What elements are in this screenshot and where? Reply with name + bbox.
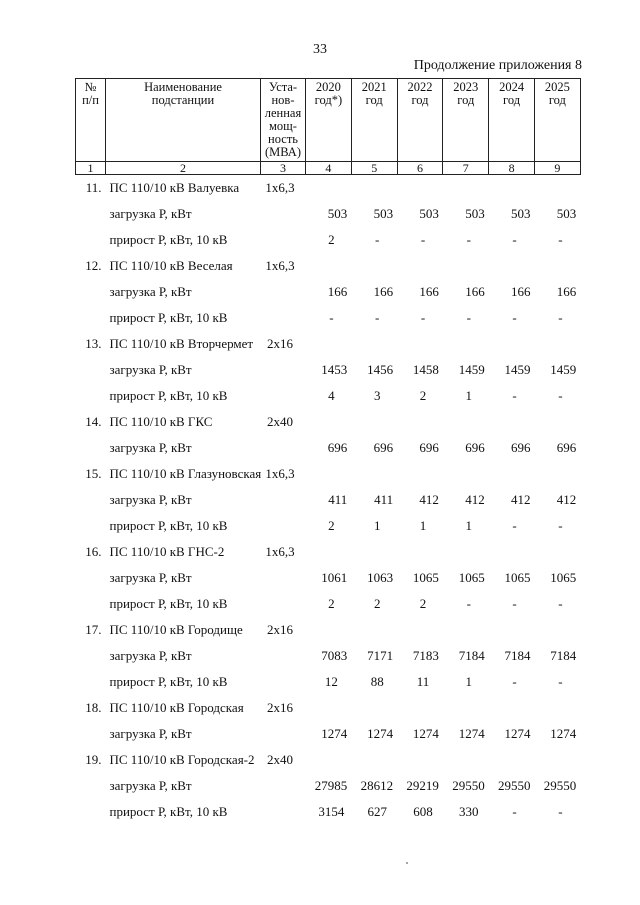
empty-cell [534,461,580,487]
installed-capacity: 2х40 [267,752,293,767]
increase-value-5: - [558,232,563,247]
empty-cell [489,409,535,435]
empty-cell [76,435,106,461]
empty-cell [534,331,580,357]
increase-value-5: - [558,310,563,325]
load-value-5: 503 [556,206,577,221]
load-value-5: 166 [556,284,577,299]
increase-row [76,513,581,539]
empty-cell [397,617,443,643]
empty-cell [397,539,443,565]
empty-cell [397,747,443,773]
substation-name: ПС 110/10 кВ Городская [109,700,244,715]
load-label: загрузка Р, кВт [109,206,192,221]
column-number-5: 5 [351,162,397,175]
load-value-1: 503 [373,206,394,221]
empty-cell [76,357,106,383]
empty-cell [534,539,580,565]
load-value-4: 503 [510,206,531,221]
increase-value-3: 1 [465,518,473,533]
substation-row [76,331,581,357]
empty-cell [443,617,489,643]
row-number: 14. [85,414,102,429]
column-number-6: 6 [397,162,443,175]
row-number: 16. [85,544,102,559]
scan-dot [406,862,408,864]
load-value-5: 696 [556,440,577,455]
load-value-5: 1274 [550,726,577,741]
increase-value-2: 2 [419,596,427,611]
load-value-0: 1274 [321,726,348,741]
empty-cell [489,695,535,721]
installed-capacity: 2х16 [267,700,293,715]
empty-cell [76,643,106,669]
increase-value-0: 12 [324,674,338,689]
increase-label: прирост Р, кВт, 10 кВ [109,804,228,819]
increase-label: прирост Р, кВт, 10 кВ [109,388,228,403]
increase-value-1: - [375,232,380,247]
empty-cell [351,253,397,279]
load-value-4: 166 [510,284,531,299]
increase-value-2: - [420,310,426,325]
substation-row [76,747,581,773]
increase-value-5: - [558,804,563,819]
empty-cell [489,747,535,773]
load-value-2: 412 [419,492,439,507]
increase-value-4: - [512,310,517,325]
substation-name: ПС 110/10 кВ Глазуновская [109,466,262,481]
empty-cell [76,799,106,825]
increase-value-0: - [329,310,334,325]
increase-label: прирост Р, кВт, 10 кВ [109,232,228,247]
increase-value-0: 4 [328,388,335,403]
substation-row [76,175,581,202]
load-value-5: 7184 [550,648,577,663]
empty-cell [306,175,352,202]
increase-value-3: - [466,310,471,325]
increase-value-4: - [512,388,517,403]
empty-cell [351,539,397,565]
load-value-0: 503 [327,206,348,221]
load-value-0: 166 [327,284,348,299]
empty-cell [261,643,306,669]
load-value-3: 7184 [458,648,485,663]
installed-capacity: 2х16 [267,336,293,351]
increase-row [76,383,581,409]
increase-value-4: - [512,232,517,247]
empty-cell [534,695,580,721]
row-number: 11. [85,180,102,195]
load-value-0: 411 [328,492,348,507]
column-number-8: 8 [489,162,535,175]
load-label: загрузка Р, кВт [109,570,192,585]
empty-cell [351,747,397,773]
load-label: загрузка Р, кВт [109,284,192,299]
increase-label: прирост Р, кВт, 10 кВ [109,310,228,325]
empty-cell [76,383,106,409]
continuation-label: Продолжение приложения 8 [413,58,582,73]
installed-capacity: 1х6,3 [265,258,295,273]
increase-row [76,799,581,825]
empty-cell [261,279,306,305]
empty-cell [534,747,580,773]
load-value-1: 696 [373,440,394,455]
installed-capacity: 1х6,3 [265,466,295,481]
empty-cell [261,357,306,383]
substation-row [76,409,581,435]
load-value-2: 696 [419,440,439,455]
empty-cell [351,331,397,357]
increase-value-4: - [512,804,517,819]
load-value-2: 1274 [412,726,439,741]
empty-cell [443,253,489,279]
load-label: загрузка Р, кВт [109,492,192,507]
increase-value-1: 88 [370,674,384,689]
load-value-0: 7083 [321,648,348,663]
increase-row [76,305,581,331]
empty-cell [534,175,580,202]
empty-cell [489,175,535,202]
header-year-4: 2024 год [489,79,535,162]
empty-cell [76,279,106,305]
column-number-3: 3 [261,162,306,175]
empty-cell [351,409,397,435]
increase-value-2: 2 [419,388,427,403]
empty-cell [261,513,306,539]
empty-cell [306,461,352,487]
increase-row [76,669,581,695]
load-value-3: 1274 [458,726,485,741]
load-value-3: 29550 [452,778,485,793]
installed-capacity: 1х6,3 [265,180,295,195]
load-label: загрузка Р, кВт [109,362,192,377]
empty-cell [443,331,489,357]
column-number-7: 7 [443,162,489,175]
empty-cell [261,773,306,799]
substation-name: ПС 110/10 кВ Городище [109,622,243,637]
empty-cell [397,695,443,721]
empty-cell [261,383,306,409]
load-value-0: 1453 [321,362,348,377]
empty-cell [306,409,352,435]
increase-row [76,227,581,253]
load-label: загрузка Р, кВт [109,726,192,741]
load-value-1: 7171 [367,648,394,663]
increase-row [76,591,581,617]
increase-value-4: - [512,596,517,611]
load-value-0: 1061 [321,570,348,585]
load-value-5: 1065 [550,570,577,585]
increase-value-0: 2 [328,232,335,247]
installed-capacity: 2х16 [267,622,293,637]
row-number: 17. [85,622,102,637]
empty-cell [261,565,306,591]
empty-cell [261,435,306,461]
load-row [76,565,581,591]
increase-value-0: 3154 [318,804,345,819]
load-value-2: 7183 [412,648,439,663]
load-row [76,721,581,747]
substation-row [76,253,581,279]
load-value-1: 411 [374,492,394,507]
load-value-4: 1459 [504,362,531,377]
substation-name: ПС 110/10 кВ Веселая [109,258,233,273]
increase-value-2: 11 [416,674,430,689]
header-col-name: Наименование подстанции [106,79,261,162]
load-value-5: 1459 [550,362,577,377]
increase-value-4: - [512,518,517,533]
increase-value-3: 1 [465,388,473,403]
empty-cell [76,227,106,253]
row-number: 15. [85,466,102,481]
empty-cell [306,695,352,721]
load-row [76,487,581,513]
increase-value-3: - [466,596,471,611]
empty-cell [76,721,106,747]
header-year-3: 2023 год [443,79,489,162]
load-value-1: 1274 [367,726,394,741]
empty-cell [261,227,306,253]
load-row [76,643,581,669]
load-value-4: 29550 [497,778,531,793]
load-value-1: 166 [373,284,394,299]
empty-cell [489,461,535,487]
empty-cell [76,305,106,331]
empty-cell [397,461,443,487]
empty-cell [261,721,306,747]
empty-cell [489,331,535,357]
column-number-4: 4 [306,162,352,175]
load-value-4: 1274 [504,726,531,741]
load-value-1: 28612 [360,778,394,793]
increase-value-4: - [512,674,517,689]
increase-value-0: 2 [328,596,335,611]
load-value-2: 503 [419,206,439,221]
empty-cell [534,617,580,643]
empty-cell [443,409,489,435]
installed-capacity: 2х40 [267,414,293,429]
load-row [76,357,581,383]
increase-value-3: 330 [459,804,479,819]
empty-cell [351,175,397,202]
substation-row [76,461,581,487]
row-number: 12. [85,258,102,273]
header-year-1: 2021 год [351,79,397,162]
load-row [76,773,581,799]
substation-name: ПС 110/10 кВ Вторчермет [109,336,254,351]
increase-value-5: - [558,518,563,533]
substation-name: ПС 110/10 кВ ГНС-2 [109,544,225,559]
load-value-5: 29550 [543,778,577,793]
empty-cell [489,617,535,643]
increase-value-2: 1 [419,518,427,533]
load-value-2: 166 [419,284,439,299]
load-value-2: 29219 [406,778,439,793]
header-year-2: 2022 год [397,79,443,162]
increase-value-1: 627 [367,804,387,819]
empty-cell [443,461,489,487]
empty-cell [306,747,352,773]
empty-cell [351,461,397,487]
load-label: загрузка Р, кВт [109,440,192,455]
empty-cell [76,669,106,695]
load-value-4: 1065 [504,570,531,585]
empty-cell [306,617,352,643]
load-row [76,279,581,305]
empty-cell [397,409,443,435]
load-value-3: 1459 [458,362,485,377]
row-number: 19. [85,752,102,767]
header-col-number: № п/п [76,79,106,162]
empty-cell [76,487,106,513]
load-row [76,201,581,227]
increase-label: прирост Р, кВт, 10 кВ [109,518,228,533]
empty-cell [261,591,306,617]
load-value-4: 412 [510,492,531,507]
empty-cell [261,487,306,513]
empty-cell [443,175,489,202]
substation-row [76,617,581,643]
load-value-4: 7184 [504,648,531,663]
load-value-3: 412 [465,492,485,507]
load-value-2: 1065 [412,570,439,585]
empty-cell [261,201,306,227]
empty-cell [534,409,580,435]
substation-load-table [75,78,581,825]
empty-cell [443,695,489,721]
empty-cell [397,175,443,202]
empty-cell [76,565,106,591]
row-number: 13. [85,336,102,351]
empty-cell [534,253,580,279]
empty-cell [397,253,443,279]
empty-cell [306,539,352,565]
load-value-3: 503 [465,206,485,221]
empty-cell [306,253,352,279]
substation-name: ПС 110/10 кВ Городская-2 [109,752,255,767]
increase-label: прирост Р, кВт, 10 кВ [109,674,228,689]
load-value-2: 1458 [412,362,439,377]
installed-capacity: 1х6,3 [265,544,295,559]
column-number-9: 9 [534,162,580,175]
increase-value-5: - [558,388,563,403]
increase-value-2: - [420,232,426,247]
increase-value-1: - [375,310,380,325]
load-label: загрузка Р, кВт [109,648,192,663]
increase-value-3: 1 [465,674,473,689]
load-value-3: 1065 [458,570,485,585]
empty-cell [306,331,352,357]
empty-cell [261,799,306,825]
table-body [76,175,581,826]
empty-cell [76,201,106,227]
header-year-0: 2020 год*) [306,79,352,162]
empty-cell [261,305,306,331]
empty-cell [261,669,306,695]
header-year-5: 2025 год [534,79,580,162]
page-number: 33 [313,42,327,57]
substation-name: ПС 110/10 кВ Валуевка [109,180,240,195]
empty-cell [76,513,106,539]
increase-value-1: 1 [373,518,381,533]
load-label: загрузка Р, кВт [109,778,192,793]
increase-value-5: - [558,674,563,689]
load-value-0: 696 [327,440,348,455]
empty-cell [76,773,106,799]
increase-value-2: 608 [413,804,433,819]
load-value-3: 166 [465,284,485,299]
load-value-4: 696 [510,440,531,455]
empty-cell [443,747,489,773]
substation-row [76,695,581,721]
substation-row [76,539,581,565]
header-col-capacity: Уста- нов- ленная мощ- ность (МВА) [261,79,306,162]
increase-value-0: 2 [328,518,335,533]
column-number-2: 2 [106,162,261,175]
row-number: 18. [85,700,102,715]
increase-value-1: 3 [373,388,381,403]
load-value-5: 412 [556,492,577,507]
empty-cell [351,617,397,643]
empty-cell [489,539,535,565]
load-value-0: 27985 [314,778,348,793]
load-row [76,435,581,461]
load-value-1: 1063 [367,570,394,585]
column-number-1: 1 [76,162,106,175]
empty-cell [397,331,443,357]
empty-cell [489,253,535,279]
increase-value-5: - [558,596,563,611]
increase-value-1: 2 [373,596,381,611]
increase-label: прирост Р, кВт, 10 кВ [109,596,228,611]
table-header [76,79,581,175]
load-value-1: 1456 [367,362,394,377]
substation-name: ПС 110/10 кВ ГКС [109,414,213,429]
empty-cell [351,695,397,721]
load-value-3: 696 [465,440,485,455]
increase-value-3: - [466,232,471,247]
empty-cell [76,591,106,617]
empty-cell [443,539,489,565]
